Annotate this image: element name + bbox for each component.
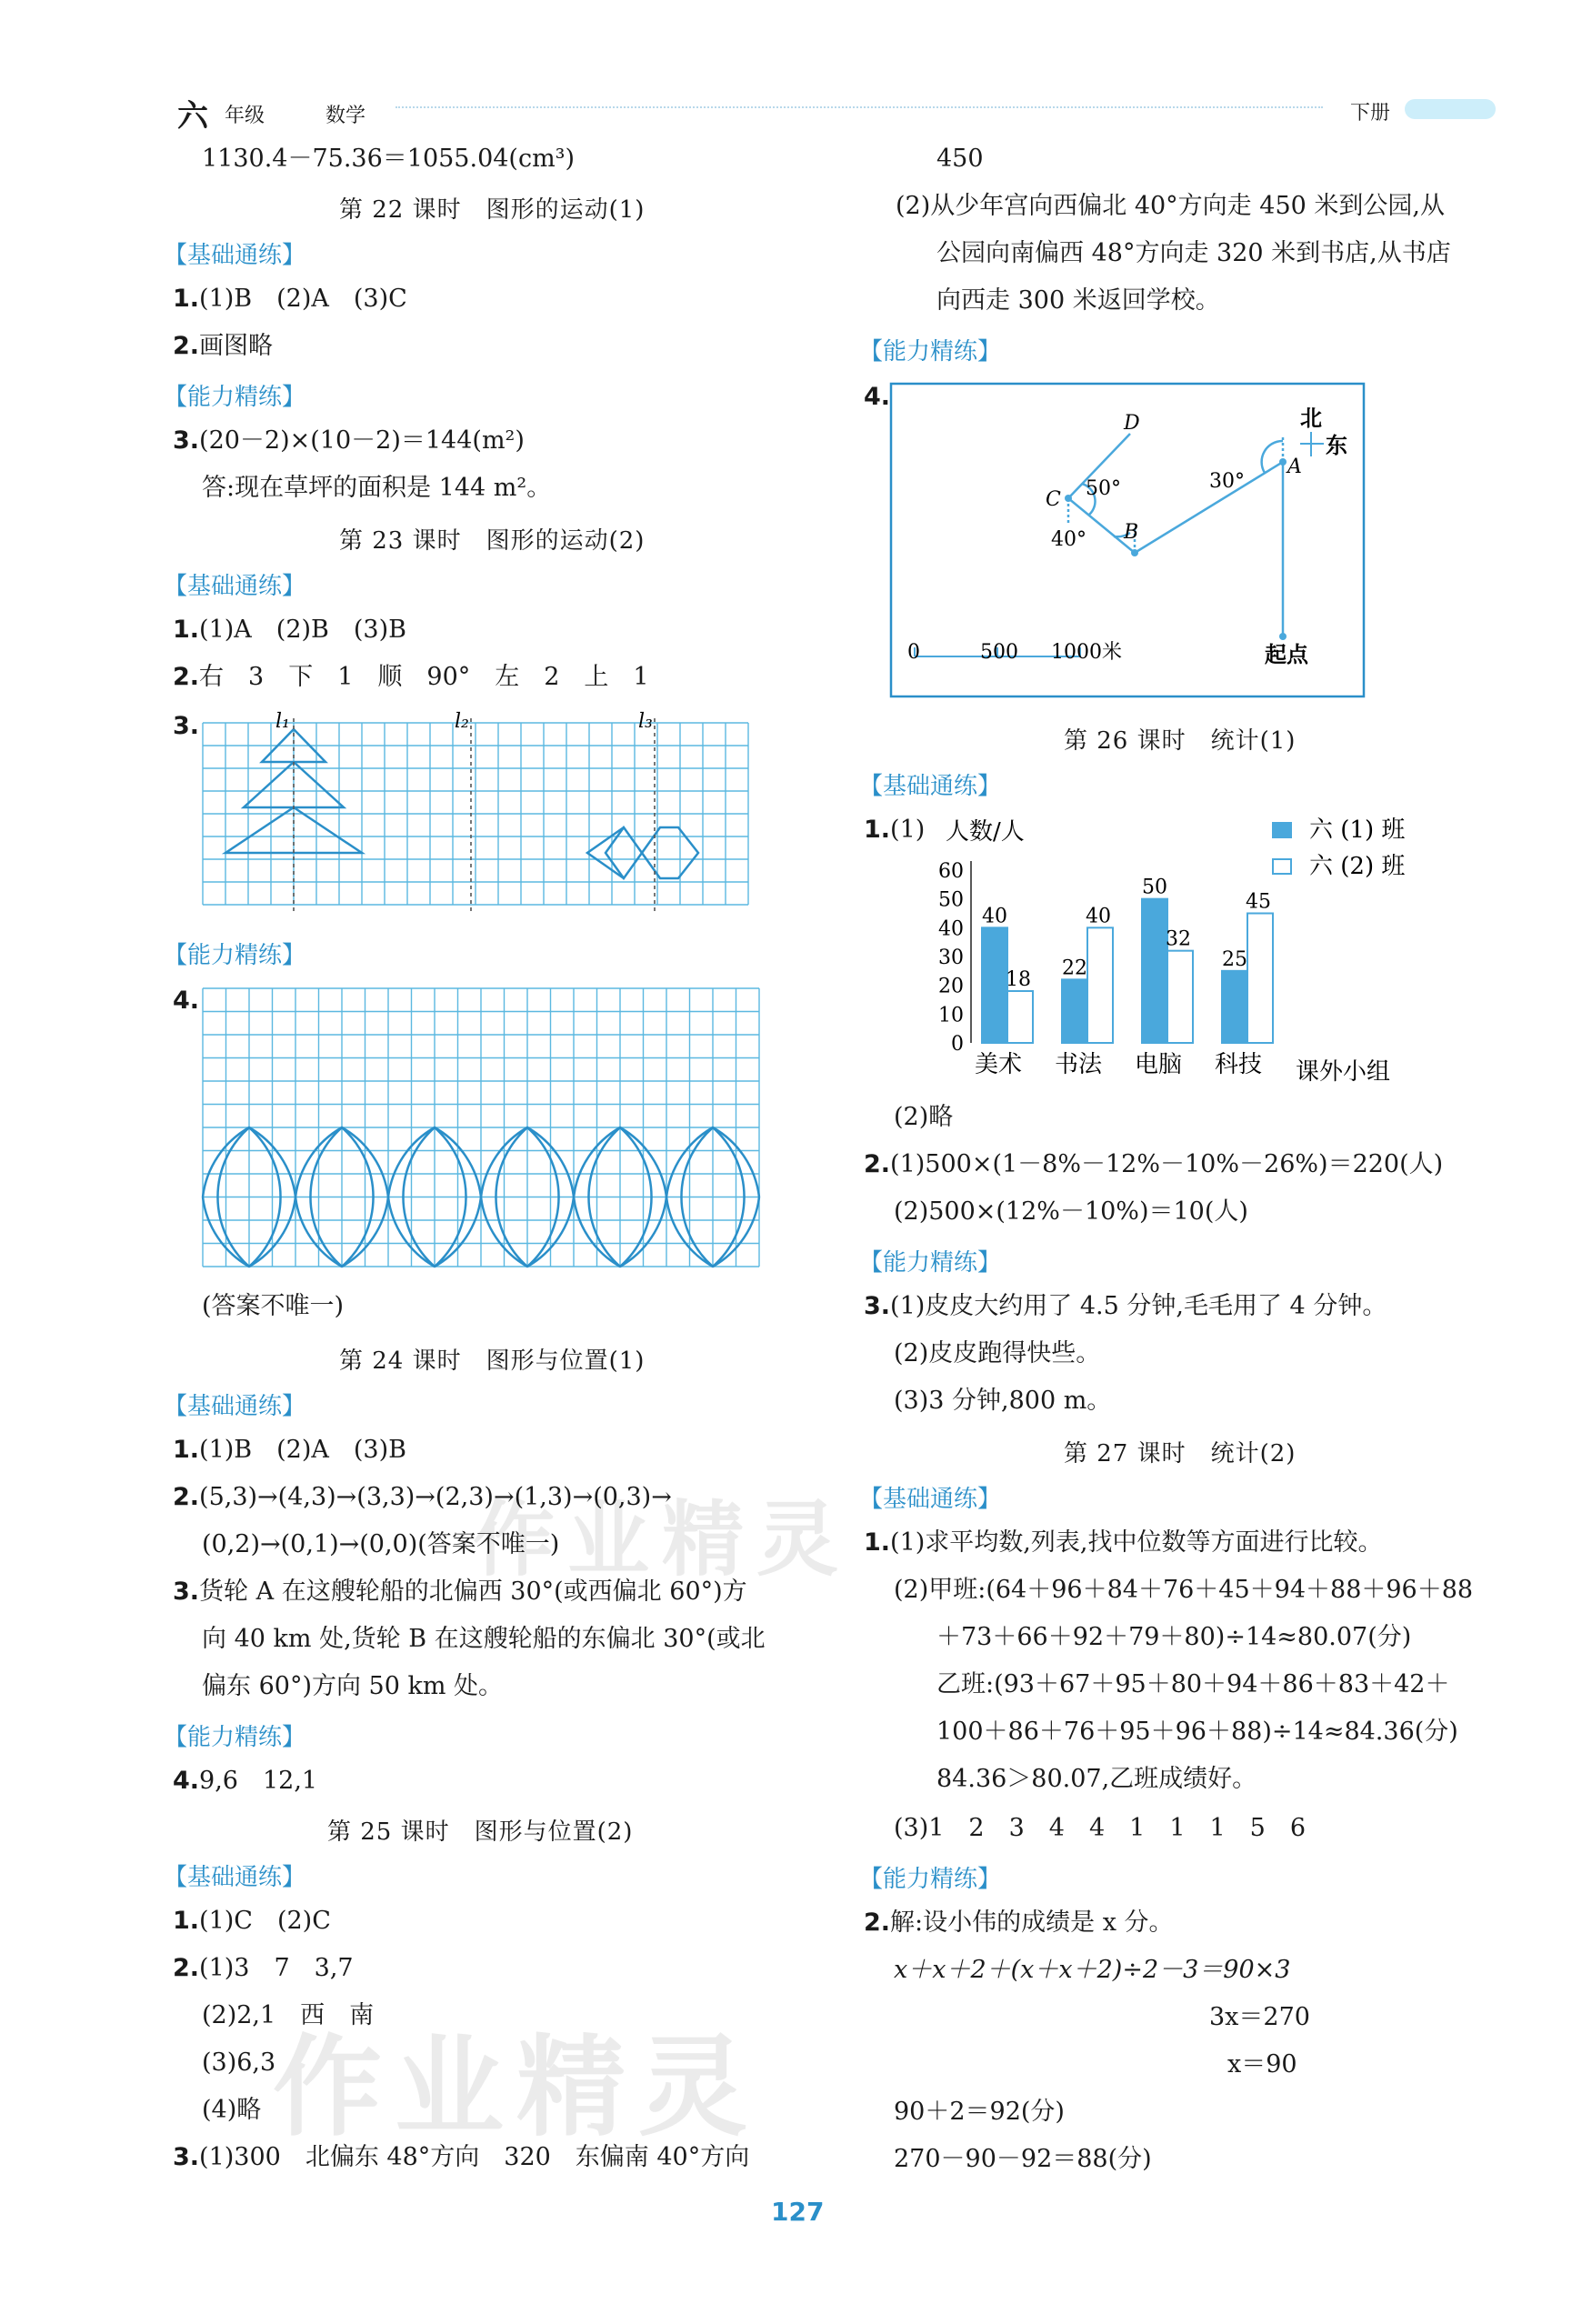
axis-label-l1: l₁	[275, 710, 290, 733]
chart-xlabel: 课外小组	[1296, 1058, 1391, 1086]
q-num: 4.	[864, 383, 891, 411]
note-text: (答案不唯一)	[202, 1292, 345, 1320]
answer-text: (1)500×(1－8%－12%－10%－26%)＝220(人)	[890, 1150, 1444, 1178]
page-number: 127	[771, 2197, 825, 2227]
bar	[1167, 951, 1193, 1043]
section-basic: 【基础通练】	[164, 242, 306, 269]
bar	[982, 927, 1007, 1043]
answer-text: (3)6,3	[202, 2049, 276, 2077]
answer-text: ＋73＋66＋92＋79＋80)÷14≈80.07(分)	[936, 1623, 1412, 1651]
bar-value-label: 50	[1142, 876, 1167, 899]
category-label: 美术	[975, 1051, 1023, 1078]
bar-value-label: 32	[1166, 927, 1191, 951]
answer-text: (1)B (2)A (3)B	[199, 1436, 406, 1464]
volume-label: 下册	[1350, 102, 1391, 125]
bar	[1142, 899, 1167, 1043]
label-d: D	[1124, 412, 1140, 435]
point-b	[1131, 549, 1138, 556]
q-num: 1.	[173, 1907, 200, 1935]
answer-text: 90＋2＝92(分)	[894, 2098, 1065, 2126]
answer-text: (2)从少年宫向西偏北 40°方向走 450 米到公园,从	[896, 192, 1445, 220]
grade-char: 六	[177, 98, 208, 135]
y-tick-label: 40	[938, 917, 964, 941]
y-tick-label: 20	[938, 975, 964, 998]
q-num: 2.	[173, 1483, 200, 1511]
answer-text: 450	[936, 145, 984, 173]
bar-value-label: 40	[982, 905, 1007, 928]
answer-text: 向 40 km 处,货轮 B 在这艘轮船的东偏北 30°(或北	[202, 1625, 766, 1653]
legend-label: 六 (1) 班	[1309, 816, 1406, 844]
label-b: B	[1124, 521, 1139, 544]
section-ability: 【能力精练】	[164, 942, 306, 969]
answer-text: 公园向南偏西 48°方向走 320 米到书店,从书店	[936, 239, 1451, 267]
legend-label: 六 (2) 班	[1309, 853, 1406, 880]
angle-40: 40°	[1051, 528, 1086, 551]
hexagon-figure	[642, 827, 698, 878]
q-num: 1.	[173, 1436, 200, 1464]
q-num: 1.	[864, 1528, 891, 1557]
grade-label: 年级	[225, 105, 265, 127]
answer-text: 答:现在草坪的面积是 144 m²。	[202, 474, 552, 502]
answer-text: 乙班:(93＋67＋95＋80＋94＋86＋83＋42＋	[936, 1670, 1450, 1698]
section-ability: 【能力精练】	[164, 384, 306, 411]
answer-text: 9,6 12,1	[199, 1767, 318, 1795]
angle-30: 30°	[1209, 470, 1245, 493]
point-start	[1279, 633, 1287, 640]
lesson-title-26: 第 26 课时 统计(1)	[1064, 727, 1297, 755]
angle-50: 50°	[1086, 477, 1121, 500]
y-tick-label: 50	[938, 888, 964, 912]
equation-text: 3x＝270	[1209, 2003, 1310, 2031]
q-num: 4.	[173, 987, 200, 1015]
section-ability: 【能力精练】	[859, 1866, 1002, 1893]
answer-text: 84.36＞80.07,乙班成绩好。	[936, 1765, 1257, 1793]
subject-label: 数学	[325, 105, 366, 127]
section-ability: 【能力精练】	[859, 338, 1002, 366]
q-num: 2.	[173, 1954, 200, 1982]
answer-text: 解:设小伟的成绩是 x 分。	[890, 1908, 1174, 1937]
q-num: 1.	[864, 816, 891, 844]
answer-text: 向西走 300 米返回学校。	[936, 286, 1220, 315]
bar-value-label: 45	[1246, 890, 1271, 914]
lesson-title-27: 第 27 课时 统计(2)	[1064, 1440, 1297, 1468]
answer-text: 货轮 A 在这艘轮船的北偏西 30°(或西偏北 60°)方	[199, 1578, 747, 1606]
q-num: 1.	[173, 616, 200, 644]
axis-label-l2: l₂	[455, 710, 469, 733]
compass-north: 北	[1300, 405, 1322, 431]
answer-text: (1)求平均数,列表,找中位数等方面进行比较。	[890, 1528, 1383, 1557]
q-num: 4.	[173, 1767, 200, 1795]
label-c: C	[1046, 488, 1061, 511]
lesson-title-23: 第 23 课时 图形的运动(2)	[339, 527, 646, 555]
answer-text: (2)甲班:(64＋96＋84＋76＋45＋94＋88＋96＋88	[894, 1576, 1474, 1604]
answer-text: (0,2)→(0,1)→(0,0)(答案不唯一)	[202, 1530, 560, 1558]
point-a	[1279, 458, 1287, 466]
answer-text: (5,3)→(4,3)→(3,3)→(2,3)→(1,3)→(0,3)→	[199, 1483, 672, 1511]
scale-500: 500	[980, 641, 1018, 664]
scale-1000: 1000米	[1051, 641, 1122, 664]
q-num: 3.	[173, 712, 200, 740]
section-basic: 【基础通练】	[164, 1864, 306, 1891]
answer-text: (1)	[890, 816, 926, 844]
answer-text: 右 3 下 1 顺 90° 左 2 上 1	[199, 663, 649, 691]
bar-value-label: 18	[1006, 968, 1031, 991]
chart-ylabel: 人数/人	[946, 818, 1025, 846]
equation-text: x＝90	[1227, 2050, 1297, 2079]
answer-text: 270－90－92＝88(分)	[894, 2145, 1152, 2173]
category-label: 电脑	[1135, 1051, 1183, 1078]
y-tick-label: 10	[938, 1004, 964, 1027]
answer-text: (1)皮皮大约用了 4.5 分钟,毛毛用了 4 分钟。	[890, 1292, 1387, 1320]
page-header	[177, 86, 1496, 135]
section-basic: 【基础通练】	[859, 1486, 1002, 1513]
lesson-title-25: 第 25 课时 图形与位置(2)	[327, 1818, 634, 1846]
category-label: 书法	[1055, 1051, 1103, 1078]
watermark: 作业精灵	[273, 2025, 760, 2151]
q-num: 3.	[173, 1578, 200, 1606]
answer-text: (2)2,1 西 南	[202, 2001, 375, 2029]
label-a: A	[1287, 456, 1302, 478]
answer-text: (2)500×(12%－10%)＝10(人)	[894, 1197, 1248, 1226]
bar	[1087, 927, 1113, 1043]
answer-text: (4)略	[202, 2096, 262, 2124]
y-tick-label: 30	[938, 947, 964, 969]
answer-text: (1)3 7 3,7	[199, 1954, 354, 1982]
route-map	[889, 382, 1367, 700]
bar-value-label: 22	[1062, 957, 1087, 980]
lesson-title-22: 第 22 课时 图形的运动(1)	[339, 196, 646, 224]
bar	[1247, 914, 1273, 1044]
answer-text: (2)略	[894, 1103, 954, 1131]
answer-text: (3)3 分钟,800 m。	[894, 1387, 1112, 1415]
q-num: 3.	[173, 426, 200, 455]
header-divider	[395, 106, 1323, 108]
y-tick-label: 0	[951, 1033, 964, 1056]
axis-label-l3: l₃	[638, 710, 653, 733]
answer-text: (1)300 北偏东 48°方向 320 东偏南 40°方向	[199, 2143, 750, 2171]
answer-text: 100＋86＋76＋95＋96＋88)÷14≈84.36(分)	[936, 1718, 1458, 1746]
answer-text: (1)A (2)B (3)B	[199, 616, 406, 644]
q-num: 3.	[173, 2143, 200, 2171]
bar	[1007, 991, 1033, 1043]
point-c	[1065, 495, 1072, 502]
answer-text: 偏东 60°)方向 50 km 处。	[202, 1672, 504, 1700]
y-tick-label: 60	[938, 860, 964, 883]
answer-text: (20－2)×(10－2)＝144(m²)	[199, 426, 525, 455]
section-basic: 【基础通练】	[859, 773, 1002, 800]
bar	[1062, 979, 1087, 1043]
legend-swatch	[1273, 823, 1291, 837]
arc-pattern-grid	[198, 984, 762, 1284]
equation-text: x＋x＋2＋(x＋x＋2)÷2－3＝90×3	[894, 1956, 1291, 1984]
symmetry-grid	[198, 709, 771, 918]
q-num: 2.	[173, 663, 200, 691]
answer-text: (2)皮皮跑得快些。	[894, 1339, 1101, 1367]
bar-value-label: 25	[1222, 947, 1247, 971]
category-label: 科技	[1215, 1051, 1263, 1078]
q-num: 2.	[173, 332, 200, 360]
lesson-title-24: 第 24 课时 图形与位置(1)	[339, 1347, 646, 1375]
text-line: 1130.4－75.36＝1055.04(cm³)	[202, 145, 576, 173]
label-start: 起点	[1265, 641, 1308, 667]
answer-text: 画图略	[199, 332, 274, 360]
q-num: 3.	[864, 1292, 891, 1320]
bar-value-label: 40	[1086, 905, 1111, 928]
compass-east: 东	[1326, 432, 1347, 458]
q-num: 2.	[864, 1908, 891, 1937]
section-basic: 【基础通练】	[164, 573, 306, 600]
section-ability: 【能力精练】	[859, 1249, 1002, 1277]
bar-chart	[909, 805, 1455, 1096]
q-num: 1.	[173, 285, 200, 313]
header-decoration	[1405, 99, 1496, 119]
answer-text: (1)C (2)C	[199, 1907, 331, 1935]
watermark: 作业精灵	[473, 1492, 851, 1588]
legend-swatch	[1273, 859, 1291, 874]
answer-text: (3)1 2 3 4 4 1 1 1 5 6	[894, 1814, 1307, 1842]
section-basic: 【基础通练】	[164, 1393, 306, 1420]
q-num: 2.	[864, 1150, 891, 1178]
answer-text: (1)B (2)A (3)C	[199, 285, 407, 313]
bar	[1222, 971, 1247, 1043]
scale-0: 0	[907, 641, 920, 664]
section-ability: 【能力精练】	[164, 1724, 306, 1751]
